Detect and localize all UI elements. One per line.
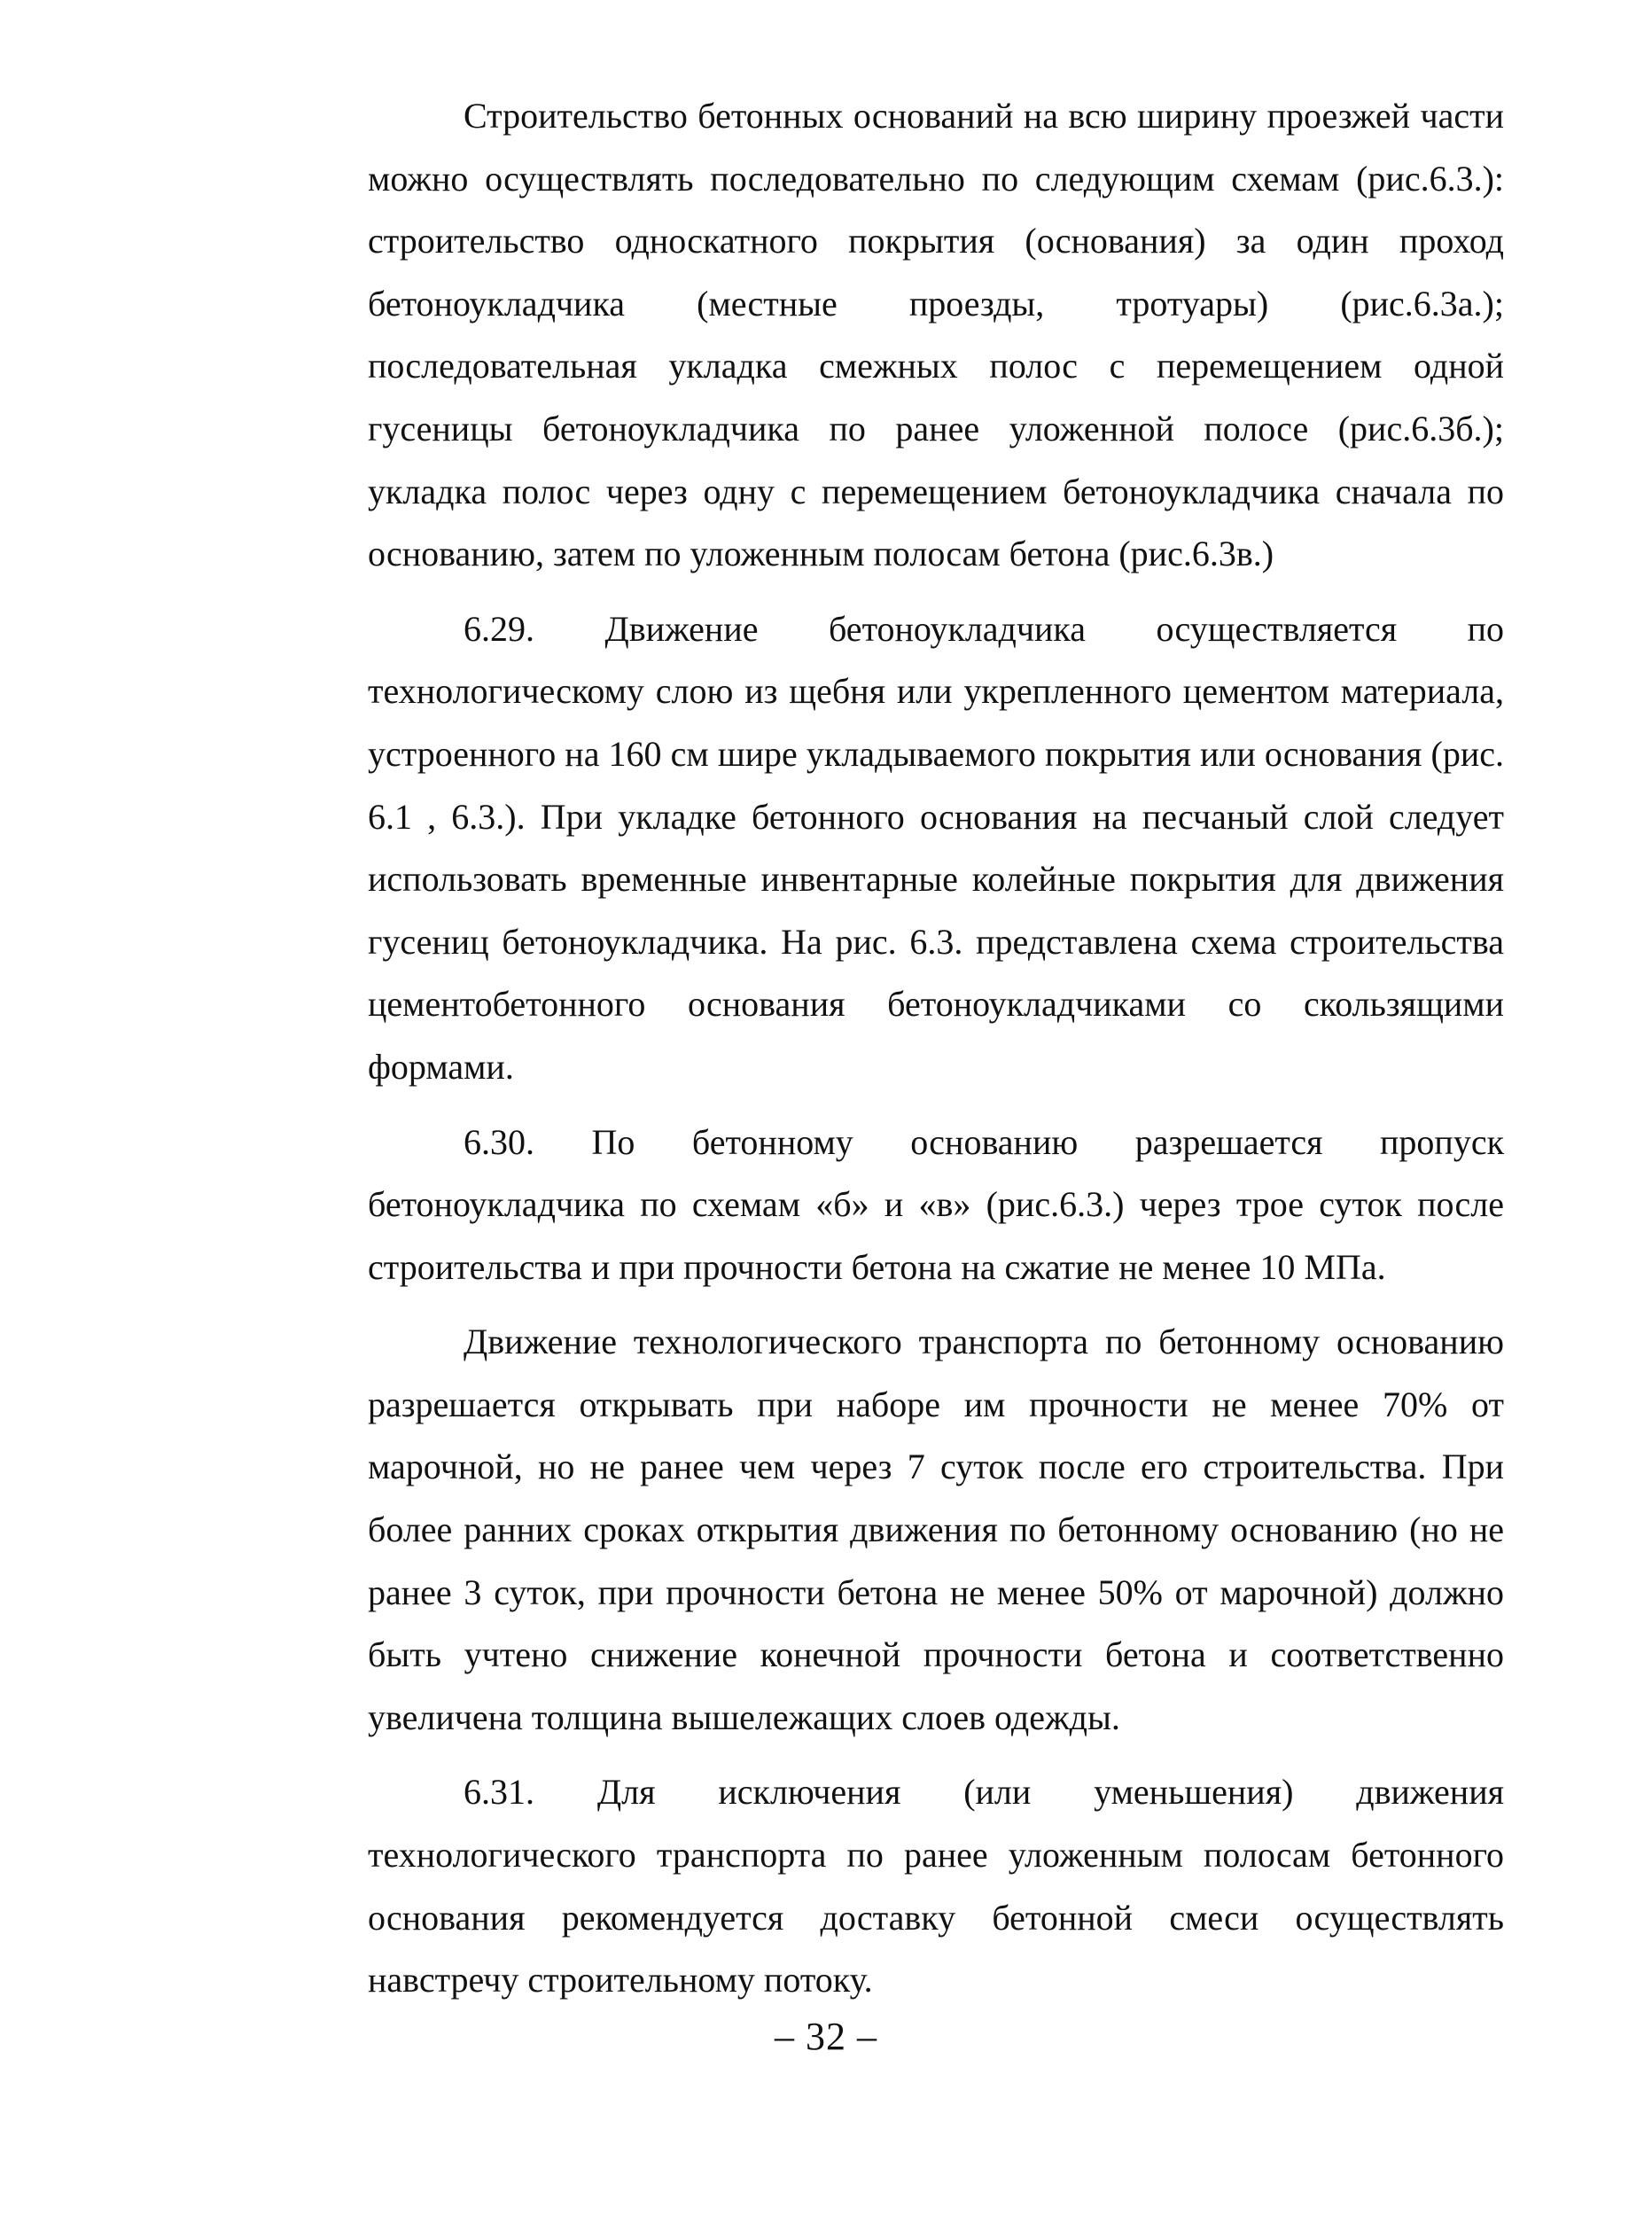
paragraph-traffic-opening: Движение технологического транспорта по бетонному основанию разрешается открывать при наборе им прочности не менее 70% от марочной, но не ранее чем через 7 суток после его строительства. При более ранних сроках открытия движения по бетонному основанию (но не ранее 3 суток, при прочности бетона не менее 50% от марочной) должно быть учтено снижение конечной прочности бетона и соответственно увеличена толщина вышележащих слоев одежды.: [368, 1322, 1504, 1737]
paragraph-6-29: 6.29. Движение бетоноукладчика осуществляется по технологическому слою из щебня или укрепленного цементом материала, устроенного на 160 см шире укладываемого покрытия или основания (рис. 6.1 , 6.3.). При укладке бетонного основания на песчаный слой следует использовать временные инвентарные колейные покрытия для движения гусениц бетоноукладчика. На рис. 6.3. представлена схема строительства цементобетонного основания бетоноукладчиками со скользящими формами.: [368, 608, 1504, 1087]
paragraph-6-30: 6.30. По бетонному основанию разрешается пропуск бетоноукладчика по схемам «б» и «в» (рис.6.3.) через трое суток после строительства и при прочности бетона на сжатие не менее 10 МПа.: [368, 1121, 1504, 1287]
paragraph-6-31: 6.31. Для исключения (или уменьшения) движения технологического транспорта по ранее уложенным полосам бетонного основания рекомендуется доставку бетонной смеси осуществлять навстречу строительному потоку.: [368, 1772, 1504, 2001]
body-text: [368, 85, 1504, 2012]
page-number: – 32 –: [775, 2015, 877, 2058]
paragraph-construction-schemes: Строительство бетонных оснований на всю ширину проезжей части можно осуществлять последовательно по следующим схемам (рис.6.3.): строительство односкатного покрытия (основания) за один проход бетоноукладчика (местные проезды, тротуары) (рис.6.3а.); последовательная укладка смежных полос с перемещением одной гусеницы бетоноукладчика по ранее уложенной полосе (рис.6.3б.); укладка полос через одну с перемещением бетоноукладчика сначала по основанию, затем по уложенным полосам бетона (рис.6.3в.): [368, 96, 1504, 574]
